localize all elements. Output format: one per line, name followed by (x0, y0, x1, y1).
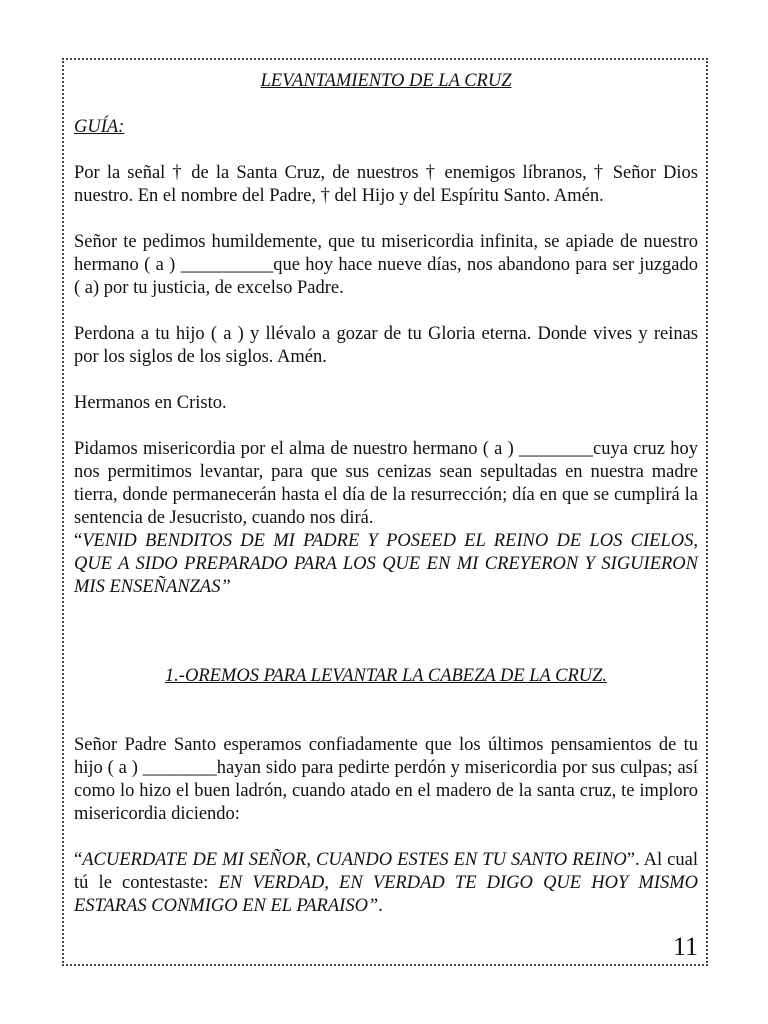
quote-open-mark: “ (74, 531, 83, 551)
quote2-answer: EN VERDAD, EN VERDAD TE DIGO QUE HOY MISMO ESTARAS CONMIGO EN EL PARAISO” (74, 873, 699, 916)
paragraph-greeting: Hermanos en Cristo. (74, 393, 227, 413)
paragraph-forgiveness: Perdona a tu hijo ( a ) y llévalo a gozar de tu Gloria eterna. Donde vives y reinas por los siglos de los siglos. Amén. (74, 324, 698, 367)
page-number: 11 (672, 932, 698, 961)
paragraph-petition: Señor te pedimos humildemente, que tu misericordia infinita, se apiade de nuestro hermano ( a ) __________que hoy hace nueve días, nos abandono para ser juzgado ( a) por tu justicia, de excelso Padre. (74, 232, 698, 298)
paragraph-mercy: Pidamos misericordia por el alma de nuestro hermano ( a ) ________cuya cruz hoy nos permitimos levantar, para que sus cenizas sean sepultadas en nuestra madre tierra, donde permanecerán hasta el día de la resurrección; día en que se cumplirá la sentencia de Jesucristo, cuando nos dirá. (74, 439, 698, 528)
quote2-middle: ”. Al cual tú le contestaste: (74, 850, 698, 893)
guia-label: GUÍA: (74, 117, 125, 137)
quote-good-thief (74, 849, 698, 918)
document-body (74, 70, 698, 918)
quote-jesus-text: VENID BENDITOS DE MI PADRE Y POSEED EL REINO DE LOS CIELOS, QUE A SIDO PREPARADO PARA LOS QUE EN MI CREYERON Y SIGUIERON MIS ENSEÑANZAS” (74, 531, 698, 597)
quote2-end: . (378, 896, 383, 916)
section-title-head-of-cross: 1.-OREMOS PARA LEVANTAR LA CABEZA DE LA CRUZ. (164, 666, 608, 686)
quote-jesus (74, 530, 698, 599)
quote2-open-mark: “ (74, 850, 83, 870)
paragraph-blessing: Por la señal † de la Santa Cruz, de nuestros † enemigos líbranos, † Señor Dios nuestro. En el nombre del Padre, † del Hijo y del Espíritu Santo. Amén. (74, 163, 698, 206)
document-title: LEVANTAMIENTO DE LA CRUZ (260, 71, 512, 91)
quote2-text: ACUERDATE DE MI SEÑOR, CUANDO ESTES EN TU SANTO REINO (82, 850, 627, 870)
paragraph-holy-father: Señor Padre Santo esperamos confiadamente que los últimos pensamientos de tu hijo ( a ) ________hayan sido para pedirte perdón y misericordia por sus culpas; así como lo hizo el buen ladrón, cuando atado en el madero de la santa cruz, te imploro misericordia diciendo: (74, 735, 698, 824)
